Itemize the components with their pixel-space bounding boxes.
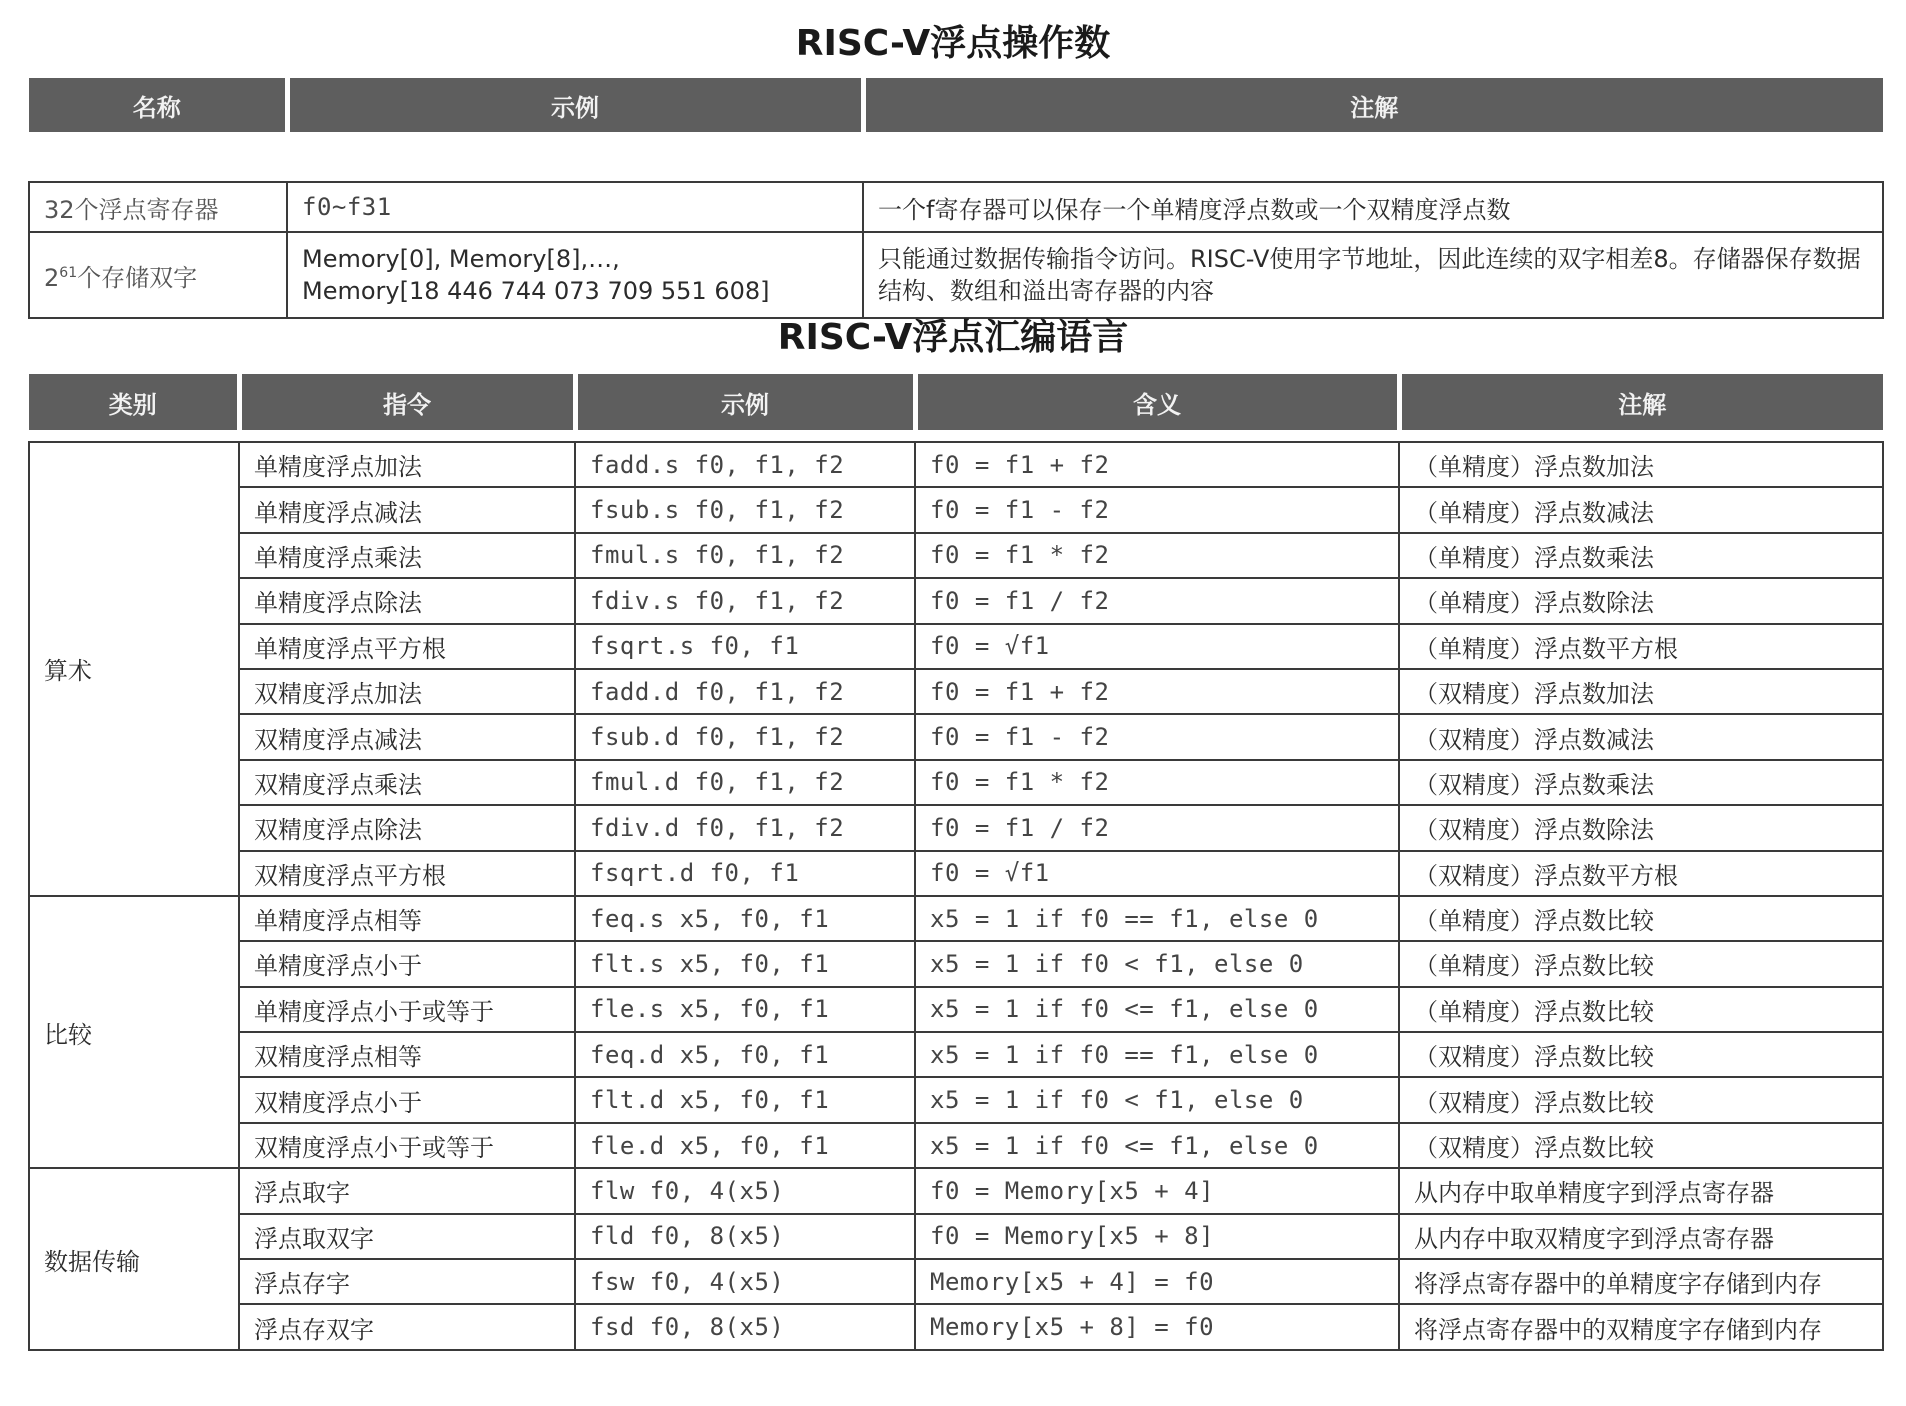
instruction-cell: 浮点存双字: [239, 1304, 575, 1349]
example-cell: fle.s x5, f0, f1: [575, 987, 915, 1032]
meaning-cell: f0 = f1 / f2: [915, 805, 1399, 850]
operands-header-row: [29, 78, 1883, 132]
header-note: 注解: [1399, 374, 1883, 430]
table-row: [29, 896, 1883, 941]
note-cell: 从内存中取单精度字到浮点寄存器: [1399, 1168, 1883, 1213]
note-cell: （单精度）浮点数平方根: [1399, 624, 1883, 669]
instruction-cell: 双精度浮点小于: [239, 1077, 575, 1122]
note-cell: （单精度）浮点数比较: [1399, 987, 1883, 1032]
instruction-cell: 单精度浮点除法: [239, 578, 575, 623]
note-cell: （单精度）浮点数加法: [1399, 442, 1883, 487]
instruction-cell: 浮点取字: [239, 1168, 575, 1213]
meaning-cell: f0 = f1 + f2: [915, 442, 1399, 487]
header-category: 类别: [29, 374, 239, 430]
table-row: [29, 1259, 1883, 1304]
header-example: 示例: [287, 78, 863, 132]
meaning-cell: f0 = √f1: [915, 851, 1399, 896]
example-cell: flw f0, 4(x5): [575, 1168, 915, 1213]
example-cell: fsqrt.s f0, f1: [575, 624, 915, 669]
note-cell: （单精度）浮点数减法: [1399, 487, 1883, 532]
table-row: [29, 1304, 1883, 1349]
table-row: [29, 442, 1883, 487]
example-cell: fmul.s f0, f1, f2: [575, 533, 915, 578]
operands-title: RISC-V浮点操作数: [795, 23, 1111, 64]
example-line-2: Memory[18 446 744 073 709 551 608]: [302, 277, 770, 305]
meaning-cell: x5 = 1 if f0 < f1, else 0: [915, 941, 1399, 986]
table-row: [29, 533, 1883, 578]
instruction-cell: 浮点存字: [239, 1259, 575, 1304]
instruction-cell: 单精度浮点相等: [239, 896, 575, 941]
example-cell: fsw f0, 4(x5): [575, 1259, 915, 1304]
instruction-cell: 双精度浮点乘法: [239, 760, 575, 805]
meaning-cell: f0 = Memory[x5 + 4]: [915, 1168, 1399, 1213]
meaning-cell: f0 = f1 - f2: [915, 487, 1399, 532]
table-row: [29, 624, 1883, 669]
meaning-cell: f0 = f1 * f2: [915, 533, 1399, 578]
note-cell: （双精度）浮点数除法: [1399, 805, 1883, 850]
note-cell: （双精度）浮点数乘法: [1399, 760, 1883, 805]
header-example: 示例: [575, 374, 915, 430]
operand-note: 一个f寄存器可以保存一个单精度浮点数或一个双精度浮点数: [863, 182, 1883, 232]
note-cell: （单精度）浮点数除法: [1399, 578, 1883, 623]
note-cell: （单精度）浮点数比较: [1399, 941, 1883, 986]
meaning-cell: x5 = 1 if f0 <= f1, else 0: [915, 1123, 1399, 1168]
table-row: [29, 487, 1883, 532]
instruction-cell: 双精度浮点除法: [239, 805, 575, 850]
example-cell: fsqrt.d f0, f1: [575, 851, 915, 896]
example-cell: fle.d x5, f0, f1: [575, 1123, 915, 1168]
table-row: [29, 851, 1883, 896]
meaning-cell: x5 = 1 if f0 == f1, else 0: [915, 896, 1399, 941]
header-meaning: 含义: [915, 374, 1399, 430]
example-cell: fld f0, 8(x5): [575, 1214, 915, 1259]
instruction-cell: 单精度浮点平方根: [239, 624, 575, 669]
meaning-cell: x5 = 1 if f0 < f1, else 0: [915, 1077, 1399, 1122]
instruction-cell: 单精度浮点小于或等于: [239, 987, 575, 1032]
instruction-cell: 单精度浮点减法: [239, 487, 575, 532]
example-cell: feq.d x5, f0, f1: [575, 1032, 915, 1077]
assembly-title: RISC-V浮点汇编语言: [777, 317, 1129, 358]
operand-example: [287, 232, 863, 318]
table-row: [29, 182, 1883, 232]
example-line-1: Memory[0], Memory[8],…,: [302, 245, 620, 273]
operand-name: [29, 232, 287, 318]
table-row: [29, 1214, 1883, 1259]
note-cell: （双精度）浮点数比较: [1399, 1032, 1883, 1077]
example-cell: fsub.d f0, f1, f2: [575, 714, 915, 759]
table-row: [29, 578, 1883, 623]
table-row: [29, 941, 1883, 986]
category-data-transfer: 数据传输: [29, 1168, 239, 1350]
table-row: [29, 805, 1883, 850]
instruction-cell: 双精度浮点平方根: [239, 851, 575, 896]
table-row: [29, 760, 1883, 805]
instruction-cell: 双精度浮点相等: [239, 1032, 575, 1077]
note-cell: （双精度）浮点数平方根: [1399, 851, 1883, 896]
meaning-cell: Memory[x5 + 4] = f0: [915, 1259, 1399, 1304]
meaning-cell: f0 = √f1: [915, 624, 1399, 669]
name-base: 2: [44, 263, 60, 292]
table-row: [29, 1123, 1883, 1168]
meaning-cell: f0 = f1 - f2: [915, 714, 1399, 759]
assembly-table: [28, 374, 1884, 1351]
meaning-cell: x5 = 1 if f0 <= f1, else 0: [915, 987, 1399, 1032]
instruction-cell: 单精度浮点小于: [239, 941, 575, 986]
example-cell: fdiv.s f0, f1, f2: [575, 578, 915, 623]
example-cell: fadd.s f0, f1, f2: [575, 442, 915, 487]
instruction-cell: 单精度浮点乘法: [239, 533, 575, 578]
header-instruction: 指令: [239, 374, 575, 430]
example-cell: flt.d x5, f0, f1: [575, 1077, 915, 1122]
category-compare: 比较: [29, 896, 239, 1168]
table-row: [29, 987, 1883, 1032]
meaning-cell: f0 = f1 + f2: [915, 669, 1399, 714]
instruction-cell: 浮点取双字: [239, 1214, 575, 1259]
operand-note: 只能通过数据传输指令访问。RISC-V使用字节地址，因此连续的双字相差8。存储器保存数据结构、数组和溢出寄存器的内容: [863, 232, 1883, 318]
header-note: 注解: [863, 78, 1883, 132]
table-row: [29, 1032, 1883, 1077]
meaning-cell: f0 = f1 / f2: [915, 578, 1399, 623]
note-cell: 将浮点寄存器中的双精度字存储到内存: [1399, 1304, 1883, 1349]
operand-example: f0~f31: [287, 182, 863, 232]
example-cell: fmul.d f0, f1, f2: [575, 760, 915, 805]
assembly-header-row: [29, 374, 1883, 430]
meaning-cell: Memory[x5 + 8] = f0: [915, 1304, 1399, 1349]
instruction-cell: 双精度浮点小于或等于: [239, 1123, 575, 1168]
note-cell: （单精度）浮点数乘法: [1399, 533, 1883, 578]
note-cell: 将浮点寄存器中的单精度字存储到内存: [1399, 1259, 1883, 1304]
example-cell: fsd f0, 8(x5): [575, 1304, 915, 1349]
table-row: [29, 714, 1883, 759]
instruction-cell: 双精度浮点减法: [239, 714, 575, 759]
note-cell: （双精度）浮点数加法: [1399, 669, 1883, 714]
table-row: [29, 232, 1883, 318]
instruction-cell: 双精度浮点加法: [239, 669, 575, 714]
note-cell: （双精度）浮点数比较: [1399, 1123, 1883, 1168]
category-arithmetic: 算术: [29, 442, 239, 896]
example-cell: flt.s x5, f0, f1: [575, 941, 915, 986]
operands-table: [28, 78, 1884, 319]
instruction-cell: 单精度浮点加法: [239, 442, 575, 487]
note-cell: （双精度）浮点数减法: [1399, 714, 1883, 759]
example-cell: fdiv.d f0, f1, f2: [575, 805, 915, 850]
meaning-cell: f0 = Memory[x5 + 8]: [915, 1214, 1399, 1259]
header-name: 名称: [29, 78, 287, 132]
example-cell: feq.s x5, f0, f1: [575, 896, 915, 941]
table-row: [29, 1168, 1883, 1213]
note-cell: （双精度）浮点数比较: [1399, 1077, 1883, 1122]
table-row: [29, 1077, 1883, 1122]
meaning-cell: x5 = 1 if f0 == f1, else 0: [915, 1032, 1399, 1077]
name-rest: 个存储双字: [77, 263, 198, 292]
name-exponent: 61: [59, 264, 78, 281]
meaning-cell: f0 = f1 * f2: [915, 760, 1399, 805]
table-row: [29, 669, 1883, 714]
example-cell: fsub.s f0, f1, f2: [575, 487, 915, 532]
operand-name: 32个浮点寄存器: [29, 182, 287, 232]
note-cell: （单精度）浮点数比较: [1399, 896, 1883, 941]
note-cell: 从内存中取双精度字到浮点寄存器: [1399, 1214, 1883, 1259]
example-cell: fadd.d f0, f1, f2: [575, 669, 915, 714]
